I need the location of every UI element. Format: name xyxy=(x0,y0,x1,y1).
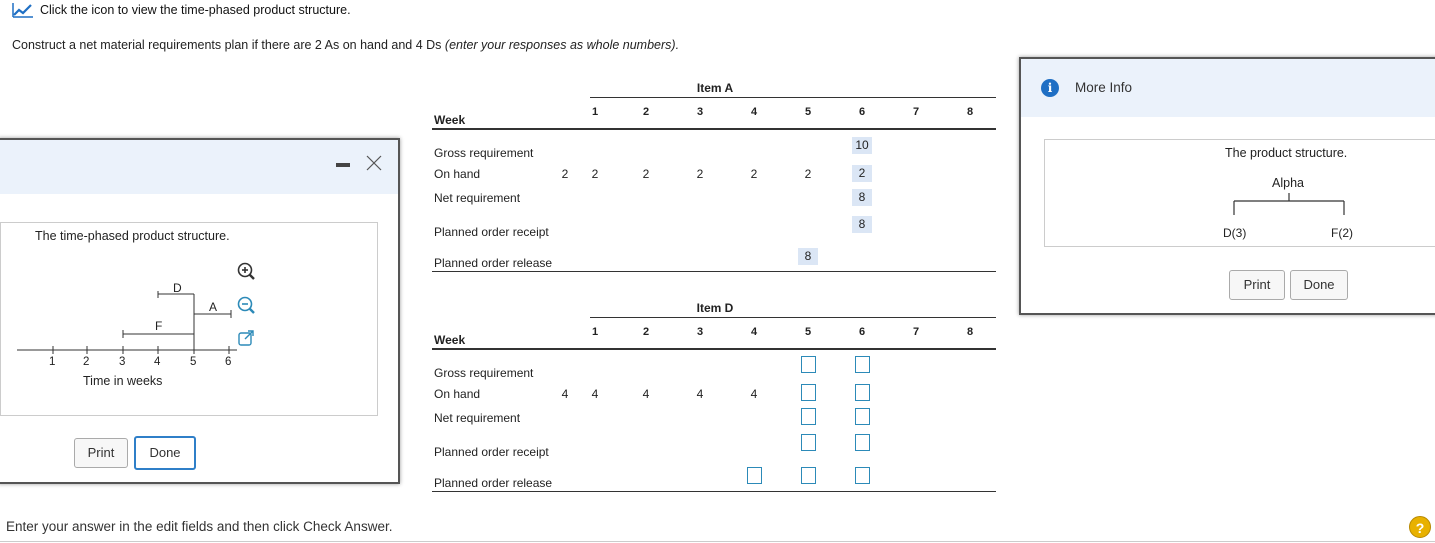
item-d-row-onhand: On hand xyxy=(434,387,481,401)
item-d-week-8: 8 xyxy=(966,326,974,338)
item-a-onhand-wk6: 2 xyxy=(852,165,872,182)
item-a-row-release: Planned order release xyxy=(434,256,553,270)
time-phased-dialog xyxy=(0,138,400,484)
item-d-bottom-rule xyxy=(432,491,996,492)
panel-title: The time-phased product structure. xyxy=(35,229,230,243)
more-info-header xyxy=(1021,59,1435,117)
item-a-week-3: 3 xyxy=(696,106,704,118)
item-a-onhand-wk3: 2 xyxy=(696,167,704,181)
item-a-week-label: Week xyxy=(434,113,466,127)
zoom-in-icon[interactable] xyxy=(236,261,256,281)
node-alpha: Alpha xyxy=(1272,176,1304,190)
item-a-row-receipt: Planned order receipt xyxy=(434,225,549,239)
item-d-receipt-wk6-input[interactable] xyxy=(855,434,870,451)
item-d-release-wk6-input[interactable] xyxy=(855,467,870,484)
item-d-row-release: Planned order release xyxy=(434,476,553,490)
product-structure-link[interactable] xyxy=(12,2,351,18)
axis-label: Time in weeks xyxy=(83,374,163,388)
item-d-onhand-wk6-input[interactable] xyxy=(855,384,870,401)
item-a-onhand-wk1: 2 xyxy=(591,167,599,181)
instruction-text: Construct a net material requirements plan if there are 2 As on hand and 4 Ds (enter your responses as whole numbers). xyxy=(12,38,680,52)
item-d-top-rule xyxy=(590,317,996,318)
item-d-week-1: 1 xyxy=(591,326,599,338)
item-d-onhand-wk3: 4 xyxy=(696,387,704,401)
axis-tick-5: 5 xyxy=(190,356,197,368)
link-text[interactable]: Click the icon to view the time-phased product structure. xyxy=(40,3,351,17)
item-d-onhand-start: 4 xyxy=(561,387,569,401)
item-d-week-label: Week xyxy=(434,333,466,347)
item-a-week-4: 4 xyxy=(750,106,758,118)
item-d-onhand-wk1: 4 xyxy=(591,387,599,401)
item-d-gross-wk5-input[interactable] xyxy=(801,356,816,373)
item-a-week-6: 6 xyxy=(858,106,866,118)
item-d-onhand-wk2: 4 xyxy=(642,387,650,401)
item-a-row-net: Net requirement xyxy=(434,191,521,205)
dialog-header xyxy=(0,140,398,194)
node-d3: D(3) xyxy=(1223,226,1247,240)
item-a-onhand-start: 2 xyxy=(561,167,569,181)
axis-tick-6: 6 xyxy=(225,356,232,368)
print-button[interactable]: Print xyxy=(74,438,128,468)
chart-icon[interactable] xyxy=(12,2,34,18)
footer-divider xyxy=(0,541,1435,542)
item-a-row-gross: Gross requirement xyxy=(434,146,534,160)
node-d: D xyxy=(173,281,182,295)
help-icon[interactable]: ? xyxy=(1409,516,1431,538)
item-a-net-wk6: 8 xyxy=(852,189,872,206)
node-f2: F(2) xyxy=(1331,226,1353,240)
item-a-bottom-rule xyxy=(432,271,996,272)
product-structure-title: The product structure. xyxy=(1225,146,1348,160)
more-info-dialog xyxy=(1019,57,1435,315)
item-a-header-rule xyxy=(432,128,996,130)
popout-icon[interactable] xyxy=(237,329,255,347)
more-info-title: More Info xyxy=(1075,80,1133,95)
done-button[interactable]: Done xyxy=(134,436,196,470)
close-icon[interactable] xyxy=(364,153,384,173)
item-a-receipt-wk6: 8 xyxy=(852,216,872,233)
product-structure-panel xyxy=(1044,139,1435,247)
footer-instruction: Enter your answer in the edit fields and then click Check Answer. xyxy=(6,519,393,534)
item-a-onhand-wk5: 2 xyxy=(804,167,812,181)
item-a-week-8: 8 xyxy=(966,106,974,118)
item-d-week-3: 3 xyxy=(696,326,704,338)
info-print-button[interactable]: Print xyxy=(1229,270,1285,300)
item-d-receipt-wk5-input[interactable] xyxy=(801,434,816,451)
item-d-gross-wk6-input[interactable] xyxy=(855,356,870,373)
item-d-onhand-wk4: 4 xyxy=(750,387,758,401)
item-d-week-2: 2 xyxy=(642,326,650,338)
item-a-week-5: 5 xyxy=(804,106,812,118)
item-d-title: Item D xyxy=(696,301,734,315)
item-a-onhand-wk2: 2 xyxy=(642,167,650,181)
item-d-row-net: Net requirement xyxy=(434,411,521,425)
item-d-week-7: 7 xyxy=(912,326,920,338)
axis-tick-1: 1 xyxy=(49,356,56,368)
info-done-button[interactable]: Done xyxy=(1290,270,1348,300)
item-d-week-5: 5 xyxy=(804,326,812,338)
axis-tick-2: 2 xyxy=(83,356,90,368)
node-a: A xyxy=(209,300,218,314)
item-d-week-4: 4 xyxy=(750,326,758,338)
item-a-title: Item A xyxy=(696,81,734,95)
item-d-header-rule xyxy=(432,348,996,350)
minimize-button[interactable] xyxy=(336,163,350,167)
time-phased-diagram xyxy=(11,273,251,383)
item-a-release-wk5: 8 xyxy=(798,248,818,265)
item-a-week-7: 7 xyxy=(912,106,920,118)
item-a-top-rule xyxy=(590,97,996,98)
item-d-net-wk5-input[interactable] xyxy=(801,408,816,425)
product-tree-lines xyxy=(1230,191,1350,221)
info-icon: i xyxy=(1041,79,1059,97)
item-a-gross-wk6: 10 xyxy=(852,137,872,154)
item-d-net-wk6-input[interactable] xyxy=(855,408,870,425)
zoom-out-icon[interactable] xyxy=(236,295,256,315)
item-d-week-6: 6 xyxy=(858,326,866,338)
axis-tick-3: 3 xyxy=(119,356,126,368)
item-d-release-wk5-input[interactable] xyxy=(801,467,816,484)
item-d-release-wk4-input[interactable] xyxy=(747,467,762,484)
item-a-row-onhand: On hand xyxy=(434,167,481,181)
item-a-onhand-wk4: 2 xyxy=(750,167,758,181)
item-a-week-1: 1 xyxy=(591,106,599,118)
item-d-onhand-wk5-input[interactable] xyxy=(801,384,816,401)
item-d-row-receipt: Planned order receipt xyxy=(434,445,549,459)
item-d-row-gross: Gross requirement xyxy=(434,366,534,380)
node-f: F xyxy=(155,319,163,333)
axis-tick-4: 4 xyxy=(154,356,161,368)
item-a-week-2: 2 xyxy=(642,106,650,118)
structure-panel xyxy=(0,222,378,416)
